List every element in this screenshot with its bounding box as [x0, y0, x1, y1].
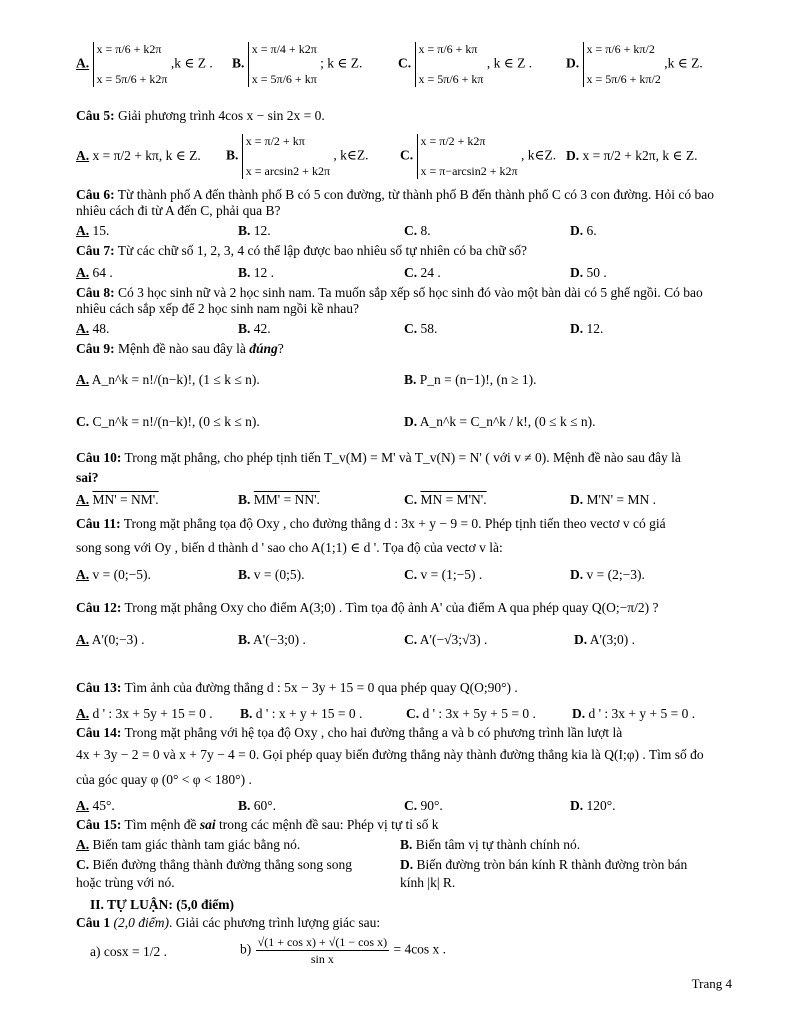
q4-b-system: [248, 42, 317, 87]
option-label: A.: [76, 148, 90, 163]
q5-option-d[interactable]: [566, 148, 697, 164]
q5-option-c[interactable]: [400, 134, 556, 179]
q7-option-c[interactable]: [404, 265, 441, 281]
part-label: b): [240, 941, 252, 957]
essay-part-b: [240, 934, 446, 967]
q12-stem: [76, 600, 658, 616]
option-label: D.: [570, 492, 584, 507]
q4-a-line1: x = π/6 + k2π: [96, 42, 162, 56]
option-text: 90°.: [420, 798, 443, 813]
option-text: v = (0;5).: [253, 567, 305, 582]
question-number: Câu 6:: [76, 187, 115, 202]
option-label: C.: [398, 55, 412, 71]
option-text: A'(−3;0) .: [253, 632, 306, 647]
option-label: D.: [572, 706, 586, 721]
q5-b-system: [242, 134, 330, 179]
q10-option-d[interactable]: [570, 492, 656, 508]
q10-option-c[interactable]: [404, 492, 487, 508]
option-text: 12.: [253, 223, 271, 238]
option-label: C.: [76, 414, 90, 429]
question-number: Câu 13:: [76, 680, 122, 695]
q4-c-cond: , k ∈ Z .: [486, 55, 533, 71]
q8-option-d[interactable]: [570, 321, 603, 337]
part-label: a): [90, 944, 101, 959]
q5-stem: [76, 108, 325, 124]
question-text-3: của góc quay φ (0° < φ < 180°) .: [76, 772, 252, 787]
question-text-2: song song với Oy , biến d thành d ' sao cho A(1;1) ∈ d '. Tọa độ của vectơ v là:: [76, 540, 503, 555]
q11-option-c[interactable]: [404, 567, 482, 583]
option-label: D.: [570, 265, 584, 280]
option-label: C.: [404, 567, 418, 582]
q10-option-b[interactable]: [238, 492, 320, 508]
q4-b-cond: ; k ∈ Z.: [320, 55, 363, 71]
q4-d-system: [583, 42, 661, 87]
q10-option-a[interactable]: [76, 492, 159, 508]
q13-option-d[interactable]: [572, 706, 695, 722]
q8-option-a[interactable]: [76, 321, 109, 337]
q14-stem-2: [76, 747, 704, 763]
option-text: MN = M'N'.: [420, 492, 487, 507]
option-text: A'(0;−3) .: [91, 632, 145, 647]
option-text: P_n = (n−1)!, (n ≥ 1).: [419, 372, 537, 387]
q8-option-c[interactable]: [404, 321, 437, 337]
option-label: B.: [400, 837, 413, 852]
option-label: B.: [232, 55, 245, 71]
option-text: d ' : 3x + 5y + 5 = 0 .: [422, 706, 536, 721]
question-emphasis: đúng: [249, 341, 278, 356]
option-text: 50 .: [586, 265, 607, 280]
question-text: Trong mặt phẳng Oxy cho điểm A(3;0) . Tìm tọa độ ảnh A' của điểm A qua phép quay Q(O;−π/2) ?: [124, 600, 659, 615]
q15-option-b[interactable]: [400, 837, 580, 853]
question-text: . Giải các phương trình lượng giác sau:: [169, 915, 381, 930]
question-number: Câu 11:: [76, 516, 121, 531]
option-label: A.: [76, 632, 90, 647]
q11-stem: [76, 516, 666, 532]
option-label: A.: [76, 223, 90, 238]
q7-option-d[interactable]: [570, 265, 607, 281]
option-label: A.: [76, 372, 90, 387]
question-text: Mệnh đề nào sau đây là: [118, 341, 250, 356]
q4-c-system: [415, 42, 484, 87]
q12-option-c[interactable]: [404, 632, 487, 648]
q11-option-b[interactable]: [238, 567, 305, 583]
q8-stem: [76, 285, 736, 317]
option-label: A.: [76, 492, 90, 507]
q13-stem: [76, 680, 518, 696]
option-label: A.: [76, 567, 90, 582]
option-text-cont: hoặc trùng với nó.: [76, 875, 175, 890]
q15-stem: [76, 817, 439, 833]
q15-option-c[interactable]: [76, 857, 352, 873]
q4-b-line1: x = π/4 + k2π: [251, 42, 317, 56]
question-text-end: trong các mệnh đề sau: Phép vị tự tỉ số k: [215, 817, 439, 832]
question-text-end: ?: [277, 341, 284, 356]
q6-option-a[interactable]: [76, 223, 109, 239]
q12-option-b[interactable]: [238, 632, 306, 648]
page-number: Trang 4: [691, 976, 732, 991]
q10-stem-end: [76, 470, 99, 486]
option-label: B.: [240, 706, 253, 721]
option-label: C.: [400, 147, 414, 163]
option-text: 6.: [586, 223, 597, 238]
option-label: A.: [76, 837, 90, 852]
option-label: A.: [76, 265, 90, 280]
q13-option-c[interactable]: [406, 706, 536, 722]
q4-option-d[interactable]: [566, 42, 703, 87]
option-text: Biến đường tròn bán kính R thành đường tròn bán: [416, 857, 688, 872]
essay-q1-stem: [76, 915, 380, 931]
q5-c-line2: x = π−arcsin2 + k2π: [420, 164, 518, 178]
question-emphasis: sai?: [76, 470, 99, 485]
q15-option-c-cont: [76, 875, 175, 891]
q13-option-b[interactable]: [240, 706, 362, 722]
option-text: 12.: [586, 321, 604, 336]
option-text: M'N' = MN .: [586, 492, 656, 507]
option-text: MM' = NN'.: [253, 492, 320, 507]
option-text: d ' : x + y + 15 = 0 .: [255, 706, 363, 721]
q15-option-a[interactable]: [76, 837, 300, 853]
option-label: D.: [400, 857, 414, 872]
option-label: C.: [404, 223, 418, 238]
question-number: Câu 14:: [76, 725, 122, 740]
q4-d-line2: x = 5π/6 + kπ/2: [586, 72, 661, 86]
option-label: A.: [76, 798, 90, 813]
option-label: A.: [76, 55, 90, 71]
option-text: 42.: [253, 321, 271, 336]
question-text: Tìm ảnh của đường thẳng d : 5x − 3y + 15 = 0 qua phép quay Q(O;90°) .: [124, 680, 518, 695]
q4-option-a[interactable]: [76, 42, 213, 87]
q6-option-c[interactable]: [404, 223, 431, 239]
q7-stem: [76, 243, 527, 259]
option-text: v = (1;−5) .: [420, 567, 483, 582]
q7-option-a[interactable]: [76, 265, 113, 281]
fraction-denominator: sin x: [310, 952, 334, 966]
q5-b-cond: , k∈Z.: [333, 147, 369, 163]
option-label: B.: [404, 372, 417, 387]
q14-stem-3: [76, 772, 252, 788]
option-text: v = (0;−5).: [92, 567, 151, 582]
q14-option-d[interactable]: [570, 798, 616, 814]
q9-option-d[interactable]: [404, 414, 595, 430]
question-number: Câu 1: [76, 915, 111, 930]
option-label: B.: [238, 632, 251, 647]
fraction-numerator: √(1 + cos x) + √(1 − cos x): [257, 935, 388, 949]
q12-option-d[interactable]: [574, 632, 635, 648]
option-label: D.: [570, 223, 584, 238]
q15-option-d[interactable]: [400, 857, 687, 873]
option-text-cont: kính |k| R.: [400, 875, 456, 890]
option-text: C_n^k = n!/(n−k)!, (0 ≤ k ≤ n).: [92, 414, 260, 429]
question-text: Tìm mệnh đề: [124, 817, 200, 832]
option-label: A.: [76, 321, 90, 336]
option-label: D.: [570, 321, 584, 336]
q11-option-a[interactable]: [76, 567, 151, 583]
option-label: B.: [238, 798, 251, 813]
option-label: B.: [238, 567, 251, 582]
q5-option-a[interactable]: [76, 148, 201, 164]
part-b-rhs: = 4cos x .: [393, 941, 447, 957]
q6-stem: [76, 187, 736, 219]
option-text: 45°.: [92, 798, 115, 813]
option-label: B.: [238, 321, 251, 336]
q5-c-system: [417, 134, 518, 179]
q9-option-c[interactable]: [76, 414, 260, 430]
part-equation: cosx = 1/2 .: [103, 944, 167, 959]
option-text: Biến tam giác thành tam giác bằng nó.: [92, 837, 301, 852]
question-number: Câu 15:: [76, 817, 122, 832]
option-label: B.: [238, 492, 251, 507]
q5-c-line1: x = π/2 + k2π: [420, 134, 486, 148]
q5-option-b[interactable]: [226, 134, 369, 179]
q4-a-system: [93, 42, 168, 87]
question-text: Trong mặt phẳng, cho phép tịnh tiến T_v(M) = M' và T_v(N) = N' ( với v ≠ 0). Mệnh đề nào sau đây là: [124, 450, 681, 465]
question-number: Câu 8:: [76, 285, 115, 300]
q14-stem: [76, 725, 622, 741]
q9-option-a[interactable]: [76, 372, 260, 388]
option-label: A.: [76, 706, 90, 721]
option-text: A'(3;0) .: [589, 632, 635, 647]
q4-a-line2: x = 5π/6 + k2π: [96, 72, 168, 86]
question-number: Câu 7:: [76, 243, 115, 258]
q12-option-a[interactable]: [76, 632, 145, 648]
option-text: A_n^k = C_n^k / k!, (0 ≤ k ≤ n).: [419, 414, 596, 429]
question-number: Câu 12:: [76, 600, 122, 615]
option-label: D.: [570, 567, 584, 582]
option-text: Biến tâm vị tự thành chính nó.: [415, 837, 581, 852]
q11-stem-2: [76, 540, 503, 556]
q5-b-line2: x = arcsin2 + k2π: [245, 164, 331, 178]
question-number: Câu 10:: [76, 450, 122, 465]
option-text: v = (2;−3).: [586, 567, 645, 582]
q8-option-b[interactable]: [238, 321, 271, 337]
question-emphasis: sai: [199, 817, 216, 832]
option-label: C.: [404, 492, 418, 507]
question-number: Câu 9:: [76, 341, 115, 356]
question-points: (2,0 điểm): [113, 915, 169, 930]
q4-d-line1: x = π/6 + kπ/2: [586, 42, 655, 56]
option-text: d ' : 3x + y + 5 = 0 .: [588, 706, 696, 721]
question-number: Câu 5:: [76, 108, 115, 123]
option-label: B.: [238, 223, 251, 238]
q4-d-cond: ,k ∈ Z.: [664, 55, 703, 71]
option-text: Biến đường thẳng thành đường thẳng song song: [92, 857, 353, 872]
option-text: 64 .: [92, 265, 113, 280]
q11-option-d[interactable]: [570, 567, 645, 583]
option-text: A_n^k = n!/(n−k)!, (1 ≤ k ≤ n).: [91, 372, 260, 387]
option-text: x = π/2 + k2π, k ∈ Z.: [582, 148, 698, 163]
option-text: 120°.: [586, 798, 616, 813]
option-label: B.: [238, 265, 251, 280]
q14-option-b[interactable]: [238, 798, 276, 814]
question-text: Trong mặt phẳng với hệ tọa độ Oxy , cho hai đường thẳng a và b có phương trình lần lượt là: [124, 725, 623, 740]
q4-c-line1: x = π/6 + kπ: [418, 42, 478, 56]
question-text-2: 4x + 3y − 2 = 0 và x + 7y − 4 = 0. Gọi phép quay biến đường thẳng này thành đường thẳng kia là Q(I;φ) . Tìm số đo: [76, 747, 704, 762]
q15-option-d-cont: [400, 875, 455, 891]
option-label: C.: [404, 265, 418, 280]
option-label: D.: [404, 414, 418, 429]
option-label: D.: [570, 798, 584, 813]
q7-option-b[interactable]: [238, 265, 274, 281]
part-b-fraction: [256, 934, 389, 967]
q5-b-line1: x = π/2 + kπ: [245, 134, 305, 148]
option-label: C.: [76, 857, 90, 872]
option-text: 60°.: [253, 798, 277, 813]
question-text: Giải phương trình 4cos x − sin 2x = 0.: [118, 108, 325, 123]
option-label: D.: [566, 148, 580, 163]
question-text: Từ các chữ số 1, 2, 3, 4 có thể lập được bao nhiêu số tự nhiên có ba chữ số?: [117, 243, 528, 258]
q4-option-b[interactable]: [232, 42, 362, 87]
option-text: 12 .: [253, 265, 275, 280]
section-heading: II. TỰ LUẬN: (5,0 điểm): [90, 897, 234, 912]
q4-b-line2: x = 5π/6 + kπ: [251, 72, 317, 86]
q14-option-a[interactable]: [76, 798, 115, 814]
option-text: 8.: [420, 223, 431, 238]
option-label: C.: [404, 632, 418, 647]
option-text: d ' : 3x + 5y + 15 = 0 .: [92, 706, 213, 721]
option-text: x = π/2 + kπ, k ∈ Z.: [92, 148, 201, 163]
option-text: 24 .: [420, 265, 441, 280]
q13-option-a[interactable]: [76, 706, 213, 722]
q4-option-c[interactable]: [398, 42, 532, 87]
option-label: D.: [566, 55, 580, 71]
essay-part-a: [90, 944, 167, 960]
q14-option-c[interactable]: [404, 798, 443, 814]
q6-option-d[interactable]: [570, 223, 597, 239]
question-text: Từ thành phố A đến thành phố B có 5 con đường, từ thành phố B đến thành phố C có 3 con đường. Hỏi có bao nhiêu cách đi từ A đến C, phải qua B?: [76, 187, 715, 218]
q4-c-line2: x = 5π/6 + kπ: [418, 72, 484, 86]
q6-option-b[interactable]: [238, 223, 271, 239]
q4-a-cond: ,k ∈ Z .: [170, 55, 213, 71]
option-label: C.: [404, 321, 418, 336]
question-text: Trong mặt phẳng tọa độ Oxy , cho đường thẳng d : 3x + y − 9 = 0. Phép tịnh tiến theo vectơ v có giá: [123, 516, 666, 531]
option-text: 58.: [420, 321, 438, 336]
q10-stem: [76, 450, 681, 466]
option-label: C.: [406, 706, 420, 721]
option-text: 48.: [92, 321, 110, 336]
option-label: B.: [226, 147, 239, 163]
q9-stem: [76, 341, 284, 357]
option-text: 15.: [92, 223, 110, 238]
option-text: A'(−√3;√3) .: [419, 632, 488, 647]
q9-option-b[interactable]: [404, 372, 537, 388]
q5-c-cond: , k∈Z.: [520, 147, 557, 163]
option-text: MN' = NM'.: [92, 492, 159, 507]
option-label: D.: [574, 632, 588, 647]
question-text: Có 3 học sinh nữ và 2 học sinh nam. Ta muốn sắp xếp số học sinh đó vào một bàn dài có 5 ghế ngồi. Có bao nhiêu cách sắp xếp để 2 học sinh nam ngồi kề nhau?: [76, 285, 703, 316]
option-label: C.: [404, 798, 418, 813]
